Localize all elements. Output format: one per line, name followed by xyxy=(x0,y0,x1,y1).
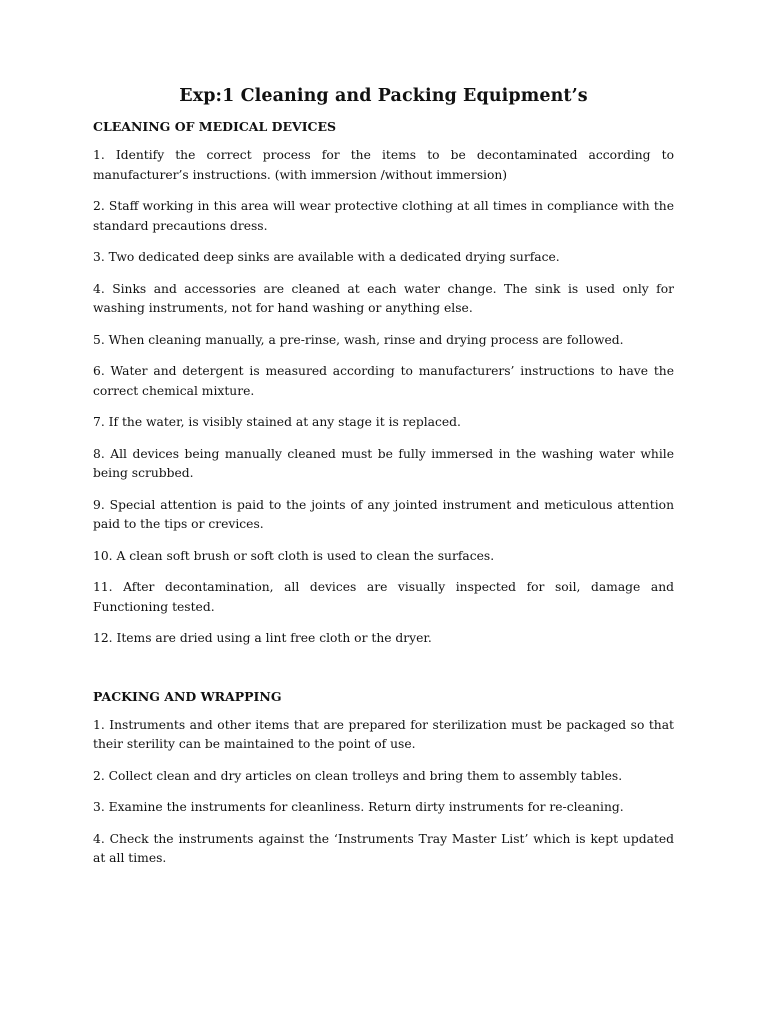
section-heading-cleaning: CLEANING OF MEDICAL DEVICES xyxy=(93,119,337,134)
cleaning-item-5: 5. When cleaning manually, a pre-rinse, wash, rinse and drying process are followed. xyxy=(93,332,624,347)
cleaning-item-3: 3. Two dedicated deep sinks are available with a dedicated drying surface. xyxy=(93,250,560,264)
cleaning-item-9: 9. Special attention is paid to the joints of any jointed instrument and meticulous attention paid to the tips or crevices. xyxy=(93,497,674,531)
cleaning-item-7: 7. If the water, is visibly stained at any stage it is replaced. xyxy=(93,415,461,429)
packing-item-1: 1. Instruments and other items that are prepared for sterilization must be packaged so that their sterility can be maintained to the point of use. xyxy=(93,717,674,751)
packing-item-3: 3. Examine the instruments for cleanliness. Return dirty instruments for re-cleaning. xyxy=(93,800,624,814)
cleaning-item-10: 10. A clean soft brush or soft cloth is used to clean the surfaces. xyxy=(93,548,495,563)
cleaning-item-11: 11. After decontamination, all devices are visually inspected for soil, damage and Functioning tested. xyxy=(93,580,674,614)
cleaning-item-4: 4. Sinks and accessories are cleaned at each water change. The sink is used only for washing instruments, not for hand washing or anything else. xyxy=(93,281,674,315)
packing-item-4: 4. Check the instruments against the ‘Instruments Tray Master List’ which is kept updated at all times. xyxy=(93,831,674,865)
cleaning-item-8: 8. All devices being manually cleaned must be fully immersed in the washing water while being scrubbed. xyxy=(93,446,674,480)
section-heading-packing: PACKING AND WRAPPING xyxy=(93,688,282,704)
cleaning-item-2: 2. Staff working in this area will wear protective clothing at all times in compliance with the standard precautions dress. xyxy=(93,199,674,233)
packing-item-2: 2. Collect clean and dry articles on clean trolleys and bring them to assembly tables. xyxy=(93,768,623,783)
document-title: Exp:1 Cleaning and Packing Equipment’s xyxy=(179,86,588,106)
cleaning-item-12: 12. Items are dried using a lint free cloth or the dryer. xyxy=(93,631,432,645)
section-spacer xyxy=(93,661,674,689)
cleaning-item-1: 1. Identify the correct process for the items to be decontaminated according to manufacturer’s instructions. (with immersion /without immersion) xyxy=(93,148,674,182)
cleaning-item-6: 6. Water and detergent is measured according to manufacturers’ instructions to have the correct chemical mixture. xyxy=(93,364,674,398)
